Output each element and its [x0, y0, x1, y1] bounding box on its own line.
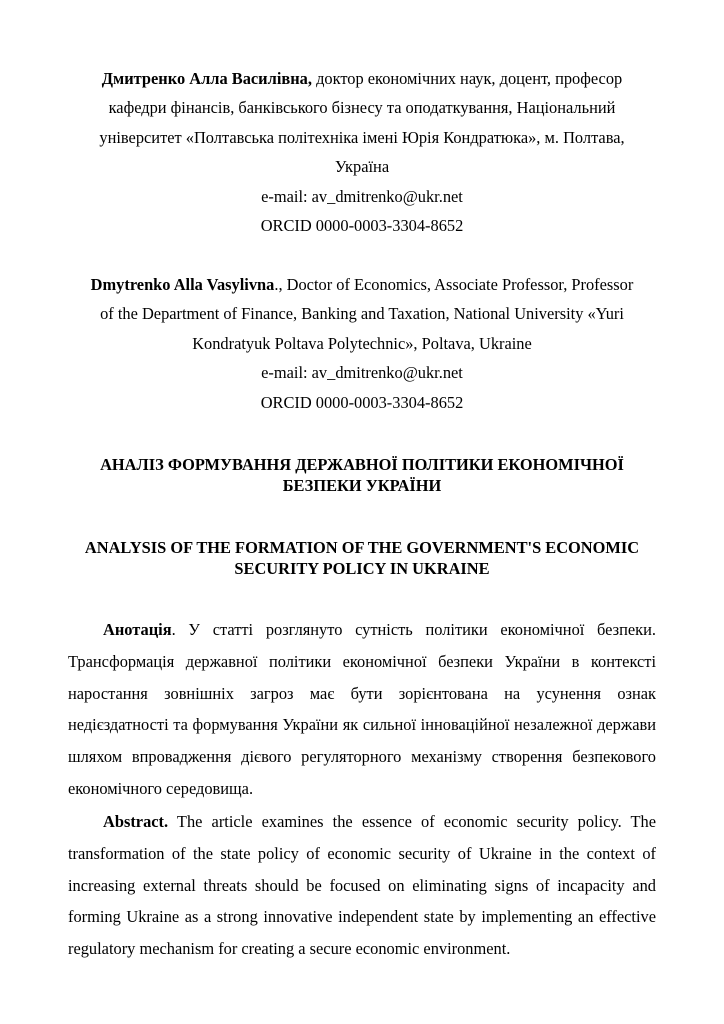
- author-en-line1: Dmytrenko Alla Vasylivna., Doctor of Economics, Associate Professor, Professor: [90, 275, 634, 294]
- author-ua-email: e-mail: av_dmitrenko@ukr.net: [261, 186, 463, 206]
- abstract-en-paragraph: [68, 806, 656, 965]
- abstract-en: [68, 806, 656, 965]
- author-ua-block: [68, 64, 656, 240]
- author-en-block: [68, 270, 656, 417]
- author-ua-name: Дмитренко Алла Василівна,: [101, 69, 312, 88]
- author-en-line2: of the Department of Finance, Banking and Taxation, National University «Yuri: [100, 304, 624, 324]
- annotation-ua-label: Анотація: [103, 620, 172, 639]
- author-ua-line4: Україна: [334, 157, 390, 177]
- title-en: [68, 537, 656, 579]
- author-en-name: Dmytrenko Alla Vasylivna: [90, 275, 275, 294]
- annotation-ua: [68, 614, 656, 805]
- author-ua-line3: університет «Полтавська політехніка імені Юрія Кондратюка», м. Полтава,: [99, 127, 625, 147]
- author-en-email: e-mail: av_dmitrenko@ukr.net: [261, 363, 463, 383]
- title-en-line1: ANALYSIS OF THE FORMATION OF THE GOVERNMENT'S ECONOMIC: [84, 538, 640, 557]
- abstract-en-label: Abstract.: [103, 812, 169, 831]
- title-en-line2: SECURITY POLICY IN UKRAINE: [234, 559, 490, 578]
- title-ua-line2: БЕЗПЕКИ УКРАЇНИ: [282, 476, 442, 495]
- author-ua-line2: кафедри фінансів, банківського бізнесу та оподаткування, Національний: [108, 98, 616, 118]
- author-en-orcid: ORCID 0000-0003-3304-8652: [260, 392, 464, 412]
- abstract-en-text: The article examines the essence of economic security policy. The transformation of the state policy of economic security of Ukraine in the context of increasing external threats should be focused on eliminating signs of incapacity and forming Ukraine as a strong innovative independent state by implementing an effective regulatory mechanism for creating a secure economic environment.: [68, 812, 656, 959]
- annotation-ua-paragraph: [68, 614, 656, 805]
- author-en-line3: Kondratyuk Poltava Polytechnic», Poltava, Ukraine: [192, 333, 532, 353]
- title-ua: [68, 454, 656, 496]
- author-ua-orcid: ORCID 0000-0003-3304-8652: [260, 216, 464, 236]
- annotation-ua-text: . У статті розглянуто сутність політики економічної безпеки. Трансформація державної політики економічної безпеки України в контексті наростання зовнішніх загроз має бути зорієнтована на усунення ознак недієздатності та формування України як сильної інноваційної незалежної держави шляхом впровадження дієвого регуляторного механізму створення безпекового економічного середовища.: [68, 620, 656, 798]
- title-ua-line1: АНАЛІЗ ФОРМУВАННЯ ДЕРЖАВНОЇ ПОЛІТИКИ ЕКОНОМІЧНОЇ: [100, 455, 624, 474]
- author-ua-line1: Дмитренко Алла Василівна, доктор економічних наук, доцент, професор: [101, 69, 623, 88]
